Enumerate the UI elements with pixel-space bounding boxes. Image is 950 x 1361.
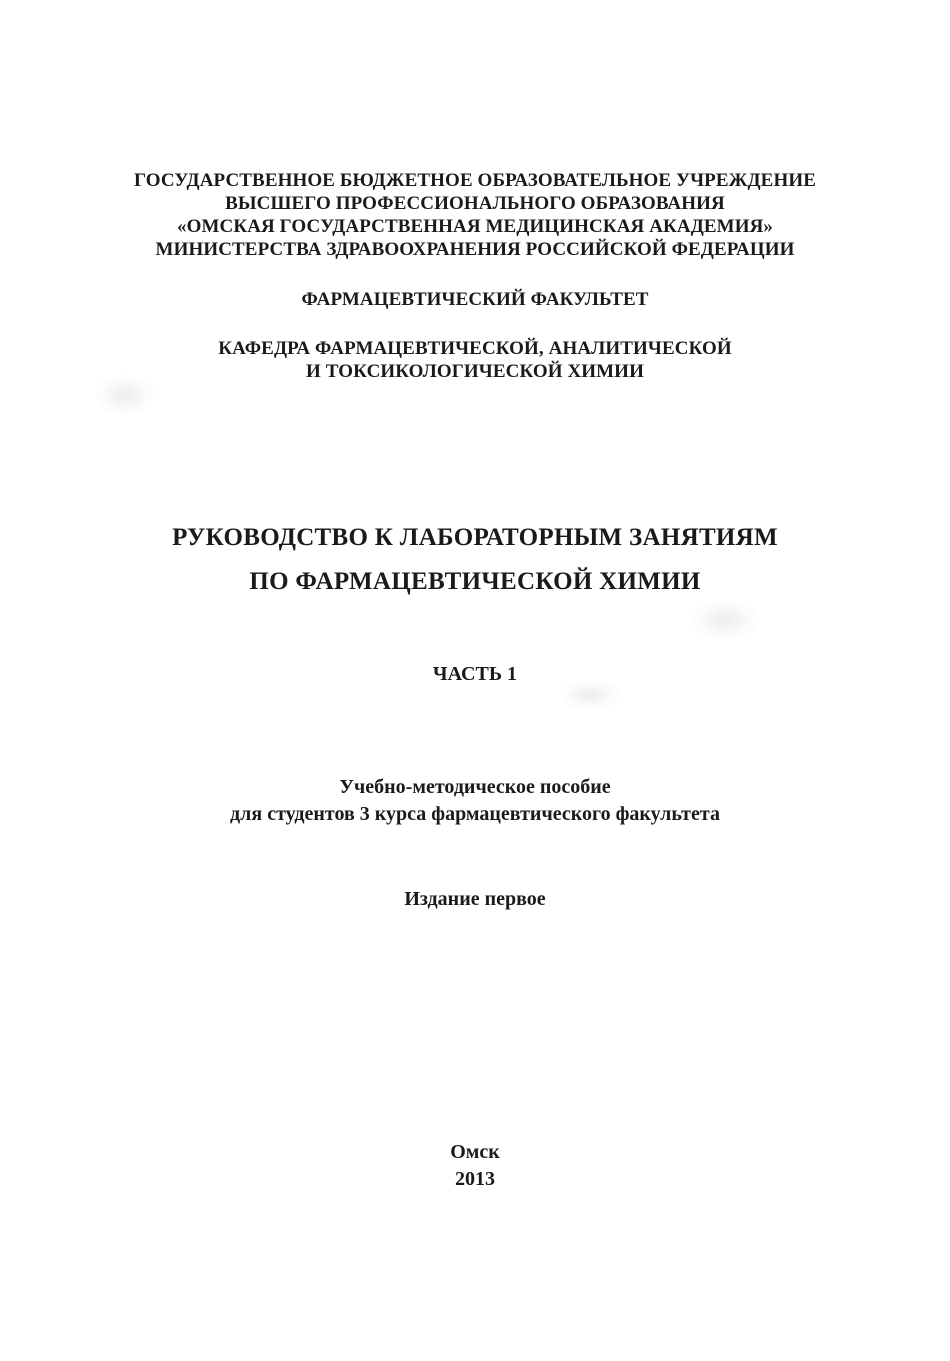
edition-label: Издание первое xyxy=(404,888,546,910)
faculty-name: ФАРМАЦЕВТИЧЕСКИЙ ФАКУЛЬТЕТ xyxy=(301,289,649,310)
description-line-2: для студентов 3 курса фармацевтического факультета xyxy=(230,803,720,825)
institution-line-4: МИНИСТЕРСТВА ЗДРАВООХРАНЕНИЯ РОССИЙСКОЙ ФЕДЕРАЦИИ xyxy=(155,239,795,260)
institution-line-3: «ОМСКАЯ ГОСУДАРСТВЕННАЯ МЕДИЦИНСКАЯ АКАДЕМИЯ» xyxy=(176,216,774,237)
city-name: Омск xyxy=(450,1141,500,1163)
description-line-1: Учебно-методическое пособие xyxy=(339,776,611,798)
publication-year: 2013 xyxy=(455,1168,495,1190)
scan-smudge xyxy=(690,600,760,640)
part-label: ЧАСТЬ 1 xyxy=(432,663,518,685)
department-line-1: КАФЕДРА ФАРМАЦЕВТИЧЕСКОЙ, АНАЛИТИЧЕСКОЙ xyxy=(218,338,732,359)
department-line-2: И ТОКСИКОЛОГИЧЕСКОЙ ХИМИИ xyxy=(306,361,644,382)
institution-line-2: ВЫСШЕГО ПРОФЕССИОНАЛЬНОГО ОБРАЗОВАНИЯ xyxy=(225,193,725,214)
title-line-1: РУКОВОДСТВО К ЛАБОРАТОРНЫМ ЗАНЯТИЯМ xyxy=(172,524,778,551)
institution-line-1: ГОСУДАРСТВЕННОЕ БЮДЖЕТНОЕ ОБРАЗОВАТЕЛЬНОЕ УЧРЕЖДЕНИЕ xyxy=(134,170,816,191)
title-line-2: ПО ФАРМАЦЕВТИЧЕСКОЙ ХИМИИ xyxy=(249,568,701,595)
